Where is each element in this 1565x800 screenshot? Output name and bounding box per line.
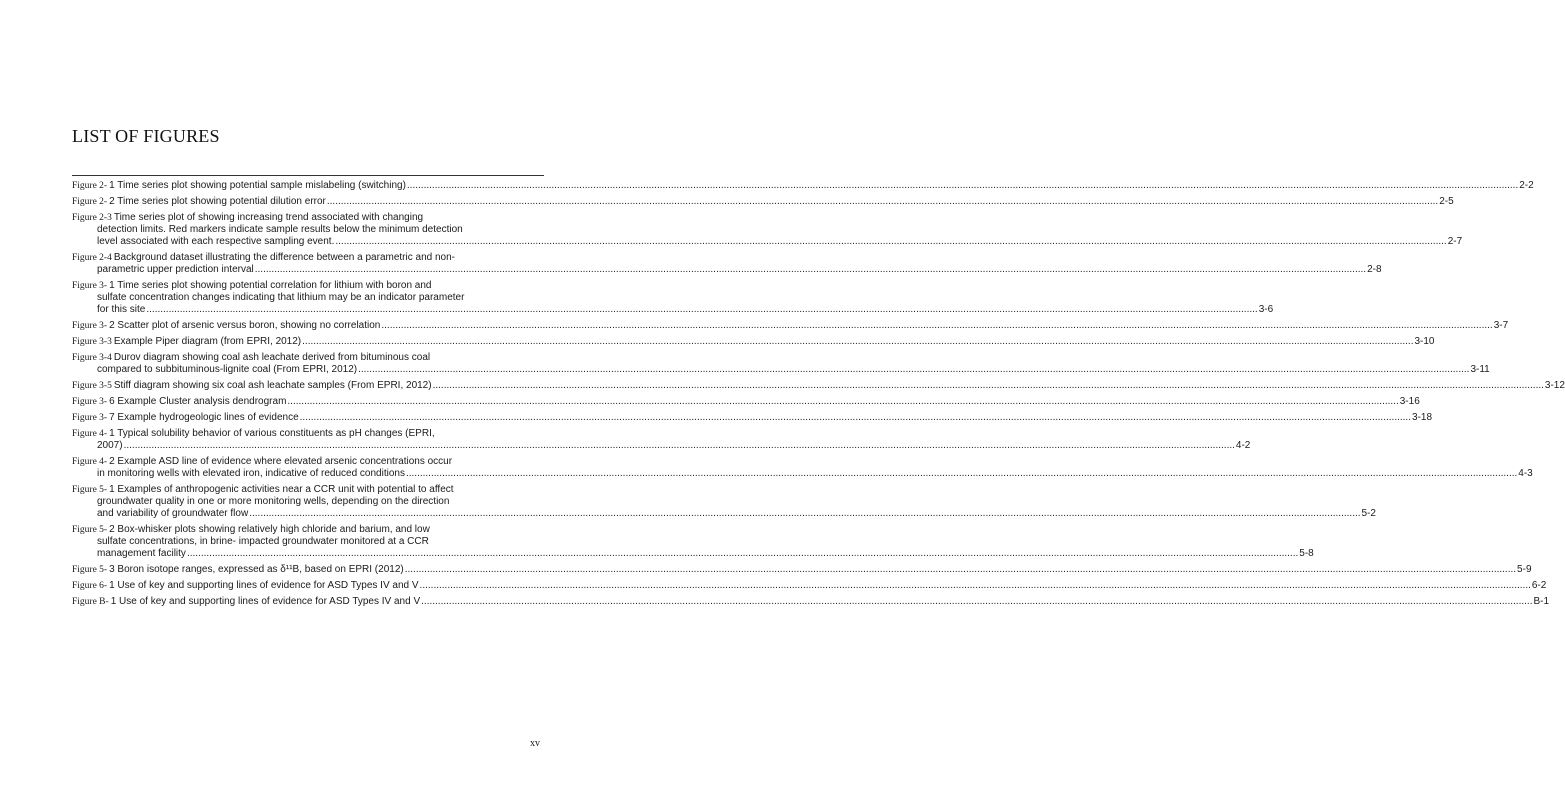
dot-leader: ................................................................................................................................................................................................................................................................................................................................................................................................................: [302, 336, 1414, 347]
figure-caption-text: 2007): [97, 440, 123, 451]
figure-caption-text: sulfate concentrations, in brine- impacted groundwater monitored at a CCR: [97, 536, 429, 547]
figure-entry[interactable]: [72, 524, 1314, 560]
figure-label: Figure 4-: [72, 429, 108, 439]
figure-label: Figure 2-: [72, 197, 108, 207]
figure-page-number: B-1: [1533, 596, 1550, 607]
figure-page-number: 4-3: [1518, 468, 1533, 479]
figure-page-number: 3-11: [1470, 364, 1490, 375]
figure-entry-continuation-line: [72, 364, 1490, 376]
figure-label: Figure 5-: [72, 525, 108, 535]
figure-caption-text: 2 Scatter plot of arsenic versus boron, showing no correlation: [109, 320, 381, 331]
figure-caption-text: Stiff diagram showing six coal ash leachate samples (From EPRI, 2012): [113, 380, 432, 391]
figure-caption-text: compared to subbituminous-lignite coal (From EPRI, 2012): [97, 364, 358, 375]
dot-leader: ................................................................................................................................................................................................................................................................................................................................................................................................................: [432, 380, 1544, 391]
figure-entry-first-line: [72, 380, 1565, 392]
figure-page-number: 5-8: [1299, 548, 1314, 559]
figure-page-number: 3-12: [1544, 380, 1565, 391]
figure-entry[interactable]: [72, 484, 1376, 520]
figure-label: Figure 3-5: [72, 381, 112, 391]
figure-entry-first-line: [72, 564, 1532, 576]
figure-entry-continuation-line: [72, 548, 1314, 560]
dot-leader: ................................................................................................................................................................................................................................................................................................................................................................................................................: [381, 320, 1493, 331]
figure-caption-text: 2 Box-whisker plots showing relatively high chloride and barium, and low: [109, 524, 430, 535]
figure-entry-first-line: [72, 524, 546, 536]
figure-caption-text: 1 Typical solubility behavior of various constituents as pH changes (EPRI,: [109, 428, 435, 439]
figure-entry[interactable]: [72, 280, 1274, 316]
figure-entry-first-line: [72, 412, 1432, 424]
figure-page-number: 3-6: [1258, 304, 1274, 315]
figure-entry[interactable]: [72, 252, 1382, 276]
figure-page-number: 3-10: [1414, 336, 1435, 347]
figure-label: Figure 2-4: [72, 253, 112, 263]
figure-entry-first-line: [72, 352, 546, 364]
figure-label: Figure 6-: [72, 581, 108, 591]
figure-entry-continuation-line: [72, 264, 1382, 276]
figure-label: Figure 3-: [72, 397, 108, 407]
figure-caption-text: 1 Examples of anthropogenic activities near a CCR unit with potential to affect: [109, 484, 454, 495]
figure-label: Figure 3-: [72, 413, 108, 423]
figure-caption-text: 2 Time series plot showing potential dilution error: [109, 196, 326, 207]
figure-caption-text: 1 Use of key and supporting lines of evidence for ASD Types IV and V: [109, 580, 419, 591]
figure-entry-first-line: [72, 580, 1547, 592]
dot-leader: ................................................................................................................................................................................................................................................................................................................................................................................................................: [249, 508, 1361, 519]
dot-leader: ................................................................................................................................................................................................................................................................................................................................................................................................................: [335, 236, 1447, 247]
figure-caption-text: 1 Use of key and supporting lines of evidence for ASD Types IV and V: [110, 596, 421, 607]
figure-entry[interactable]: [72, 336, 1435, 348]
figure-page-number: 3-7: [1493, 320, 1509, 331]
figure-caption-text: sulfate concentration changes indicating that lithium may be an indicator parameter: [97, 292, 465, 303]
figure-entry-first-line: [72, 336, 1435, 348]
figure-entry[interactable]: [72, 456, 1533, 480]
title-divider: [72, 175, 544, 176]
figure-caption-text: 3 Boron isotope ranges, expressed as δ¹¹B, based on EPRI (2012): [109, 564, 404, 575]
figure-entry[interactable]: [72, 596, 1550, 608]
page-number: xv: [530, 738, 540, 749]
figure-list: [72, 180, 1565, 612]
dot-leader: ................................................................................................................................................................................................................................................................................................................................................................................................................: [326, 196, 1439, 207]
figure-caption-text: level associated with each respective sampling event.: [97, 236, 335, 247]
dot-leader: ................................................................................................................................................................................................................................................................................................................................................................................................................: [405, 468, 1518, 479]
figure-page-number: 4-2: [1235, 440, 1251, 451]
figure-entry[interactable]: [72, 428, 1251, 452]
figure-label: Figure 2-: [72, 181, 108, 191]
figure-entry-first-line: [72, 484, 546, 496]
figure-entry[interactable]: [72, 180, 1534, 192]
figure-entry[interactable]: [72, 564, 1532, 576]
figure-entry-first-line: [72, 196, 1454, 208]
figure-entry[interactable]: [72, 320, 1509, 332]
figure-page-number: 6-2: [1531, 580, 1547, 591]
figure-caption-text: 7 Example hydrogeologic lines of evidence: [109, 412, 299, 423]
figure-entry-first-line: [72, 180, 1534, 192]
figure-caption-text: in monitoring wells with elevated iron, indicative of reduced conditions: [97, 468, 405, 479]
figure-page-number: 2-5: [1439, 196, 1454, 207]
figure-caption-text: management facility: [97, 548, 186, 559]
figure-entry-continuation-line: [72, 440, 1251, 452]
figure-entry-continuation-line: [72, 224, 546, 236]
figure-caption-text: detection limits. Red markers indicate sample results below the minimum detection: [97, 224, 463, 235]
figure-page-number: 2-7: [1447, 236, 1463, 247]
figure-label: Figure 3-: [72, 281, 108, 291]
figure-entry-first-line: [72, 212, 546, 224]
figure-caption-text: parametric upper prediction interval: [97, 264, 254, 275]
figure-caption-text: Durov diagram showing coal ash leachate derived from bituminous coal: [113, 352, 431, 363]
figure-caption-text: 1 Time series plot showing potential sample mislabeling (switching): [109, 180, 406, 191]
figure-entry-continuation-line: [72, 536, 546, 548]
dot-leader: ................................................................................................................................................................................................................................................................................................................................................................................................................: [146, 304, 1258, 315]
figure-caption-text: 1 Time series plot showing potential correlation for lithium with boron and: [109, 280, 432, 291]
dot-leader: ................................................................................................................................................................................................................................................................................................................................................................................................................: [299, 412, 1411, 423]
dot-leader: ................................................................................................................................................................................................................................................................................................................................................................................................................: [123, 440, 1235, 451]
figure-label: Figure 3-3: [72, 337, 112, 347]
page-title: LIST OF FIGURES: [72, 126, 220, 146]
dot-leader: ................................................................................................................................................................................................................................................................................................................................................................................................................: [404, 564, 1517, 575]
figure-label: Figure 3-: [72, 321, 108, 331]
figure-entry-first-line: [72, 428, 546, 440]
figure-entry-continuation-line: [72, 236, 1463, 248]
dot-leader: ................................................................................................................................................................................................................................................................................................................................................................................................................: [421, 596, 1533, 607]
figure-entry[interactable]: [72, 196, 1454, 208]
figure-label: Figure 4-: [72, 457, 108, 467]
figure-entry-first-line: [72, 456, 546, 468]
figure-caption-text: Time series plot of showing increasing trend associated with changing: [113, 212, 424, 223]
figure-caption-text: Background dataset illustrating the difference between a parametric and non-: [113, 252, 455, 263]
figure-entry-continuation-line: [72, 292, 546, 304]
figure-entry[interactable]: [72, 396, 1420, 408]
figure-label: Figure B-: [72, 597, 109, 607]
figure-entry-first-line: [72, 280, 546, 292]
figure-label: Figure 5-: [72, 485, 108, 495]
figure-label: Figure 3-4: [72, 353, 112, 363]
figure-entry-continuation-line: [72, 304, 1274, 316]
figure-entry-continuation-line: [72, 508, 1376, 520]
figure-page-number: 2-2: [1519, 180, 1534, 191]
figure-caption-text: 2 Example ASD line of evidence where elevated arsenic concentrations occur: [109, 456, 453, 467]
figure-entry-continuation-line: [72, 468, 1533, 480]
dot-leader: ................................................................................................................................................................................................................................................................................................................................................................................................................: [186, 548, 1299, 559]
figure-caption-text: 6 Example Cluster analysis dendrogram: [109, 396, 287, 407]
figure-page-number: 5-9: [1517, 564, 1532, 575]
dot-leader: ................................................................................................................................................................................................................................................................................................................................................................................................................: [406, 180, 1519, 191]
figure-entry-continuation-line: [72, 496, 546, 508]
figure-page-number: 3-16: [1399, 396, 1420, 407]
figure-page-number: 2-8: [1367, 264, 1382, 275]
figure-entry[interactable]: [72, 412, 1432, 424]
figure-caption-text: Example Piper diagram (from EPRI, 2012): [113, 336, 302, 347]
figure-caption-text: for this site: [97, 304, 146, 315]
dot-leader: ................................................................................................................................................................................................................................................................................................................................................................................................................: [358, 364, 1470, 375]
figure-entry[interactable]: [72, 352, 1490, 376]
dot-leader: ................................................................................................................................................................................................................................................................................................................................................................................................................: [254, 264, 1367, 275]
figure-entry-first-line: [72, 252, 546, 264]
dot-leader: ................................................................................................................................................................................................................................................................................................................................................................................................................: [287, 396, 1399, 407]
figure-page-number: 3-18: [1411, 412, 1432, 423]
figure-entry[interactable]: [72, 580, 1547, 592]
figure-entry[interactable]: [72, 380, 1565, 392]
figure-label: Figure 5-: [72, 565, 108, 575]
figure-page-number: 5-2: [1361, 508, 1376, 519]
figure-entry-first-line: [72, 320, 1509, 332]
figure-entry-first-line: [72, 596, 1550, 608]
figure-caption-text: and variability of groundwater flow: [97, 508, 249, 519]
figure-entry[interactable]: [72, 212, 1463, 248]
dot-leader: ................................................................................................................................................................................................................................................................................................................................................................................................................: [419, 580, 1531, 591]
figure-caption-text: groundwater quality in one or more monitoring wells, depending on the direction: [97, 496, 450, 507]
figure-entry-first-line: [72, 396, 1420, 408]
figure-label: Figure 2-3: [72, 213, 112, 223]
